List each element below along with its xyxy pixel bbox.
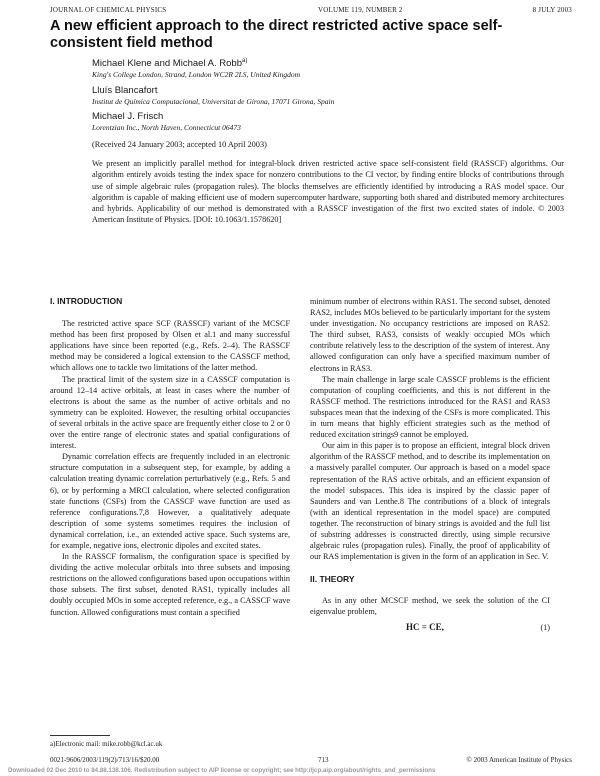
affiliation-3: Lorentzian Inc., North Haven, Connecticut 06473 <box>92 123 241 132</box>
author-group-2: Lluís Blancafort <box>92 85 158 96</box>
download-notice: Downloaded 02 Dec 2010 to 84.88.138.106. Redistribution subject to AIP license or copyright; see http://jcp.aip.org/about/rights_and_permissions <box>8 767 436 774</box>
equation-body: HC = CE, <box>406 621 444 632</box>
affiliation-2: Institut de Química Computacional, Universitat de Girona, 17071 Girona, Spain <box>92 97 335 106</box>
volume-number: VOLUME 119, NUMBER 2 <box>318 6 403 14</box>
footnote: a)Electronic mail: mike.robb@kcl.ac.uk <box>50 740 163 748</box>
right-column <box>310 296 550 638</box>
author-group-3: Michael J. Frisch <box>92 111 164 122</box>
paper-title: A new efficient approach to the direct restricted active space self-consistent field method <box>50 18 503 51</box>
left-column <box>50 296 290 618</box>
theory-paragraph: As in any other MCSCF method, we seek the solution of the CI eigenvalue problem, <box>310 596 550 617</box>
issn-line: 0021-9606/2003/119(2)/713/16/$20.00 <box>50 756 160 764</box>
intro-paragraph: minimum number of electrons within RAS1. The second subset, denoted RAS2, includes MOs believed to be particularly important for the system under investigation. No occupancy restrictions are imposed on RAS2. The third subset, RAS3, consists of weakly occupied MOs which contribute relatively less to the description of the system of interest. Any allowed configuration can only have a specified maximum number of electrons in RAS3. <box>310 297 550 373</box>
intro-paragraph: The restricted active space SCF (RASSCF) variant of the MCSCF method has been first proposed by Olsen et al.1 and many successful applications have since been reported (e.g., Refs. 2–4). The RASSCF method may be considered a logical extension to the CASSCF method, which allows one to tackle two limitations of the latter method. <box>50 319 290 373</box>
affiliation-1: King's College London, Strand, London WC2R 2LS, United Kingdom <box>92 70 301 79</box>
intro-paragraph: The practical limit of the system size in a CASSCF computation is around 12–14 active orbitals, at least in cases where the number of electrons is about the same as the number of active orbitals and no symmetry can be exploited. However, the resulting orbital occupancies of several orbitals in the active space are frequently either close to 2 or 0 over the entire range of electronic states and spatial configurations of interest. <box>50 374 290 451</box>
footnote-rule <box>50 735 110 736</box>
section-heading-introduction: I. INTRODUCTION <box>50 296 123 306</box>
equation-1 <box>310 622 550 638</box>
abstract: We present an implicitly parallel method for integral-block driven restricted active space self-consistent field (RASSCF) algorithms. Our algorithm entirely avoids testing the index space for nonzero contributions to the CI vector, by finding entire blocks of contributions through use of simple algebraic rules (propagation rules). The blocks themselves are efficiently identified by introducing a RAS model space. Our algorithm is capable of making efficient use of modern supercomputer hardware, supporting both shared and distributed memory architectures and hybrids. Applicability of our method is demonstrated with a RASSCF investigation of the first two excited states of indole. © 2003 American Institute of Physics. [DOI: 10.1063/1.1578620] <box>92 159 564 225</box>
page-number: 713 <box>318 756 329 764</box>
section-heading-theory: II. THEORY <box>310 574 355 585</box>
intro-paragraph: In the RASSCF formalism, the configuration space is specified by dividing the active molecular orbitals into three subsets and imposing restrictions on the allowed configurations based upon occupations within those subsets. The first subset, denoted RAS1, typically includes all doubly occupied MOs in some accepted reference, e.g., a CASSCF wave function. Allowed configurations must contain a specified <box>50 552 290 617</box>
equation-number: (1) <box>540 622 550 632</box>
author-group-1: Michael Klene and Michael A. Robb$^{a)}$ <box>92 58 248 70</box>
intro-paragraph: Our aim in this paper is to propose an efficient, integral block driven algorithm of the RASSCF method, and to describe its implementation on a massively parallel computer. Our approach is based on a model space representation of the RAS active orbitals, and an efficient expansion of the model subspaces. This idea is inspired by the classic paper of Saunders and van Lenthe.8 The contributions of a block of integrals (with an identical representation in the model space) are computed together. The reconstruction of binary strings is avoided and the full list of substring addresses is constructed directly, using simple recursive algebraic rules (propagation rules). Finally, the proof of applicability of our RAS implementation is given in the form of an application in Sec. V. <box>310 441 550 562</box>
copyright-line: © 2003 American Institute of Physics <box>466 756 572 764</box>
received-dates: (Received 24 January 2003; accepted 10 April 2003) <box>92 140 267 149</box>
intro-paragraph: The main challenge in large scale CASSCF problems is the efficient computation of coupling coefficients, and this is not different in the RASSCF method. The restrictions introduced for the RAS1 and RAS3 subspaces mean that the indexing of the CSFs is more complicated. This in turn means that highly efficient strategies such as the method of reduced excitation strings9 cannot be employed. <box>310 374 550 440</box>
intro-paragraph: Dynamic correlation effects are frequently included in an electronic structure computation in a subsequent step, for example, by adding a calculation treating dynamic correlation perturbatively (e.g., Refs. 5 and 6), or by performing a MRCI calculation, where selected configuration state functions (CSFs) from the CASSCF wave function are used as reference configurations.7,8 However, a qualitatively adequate description of some systems sometimes requires the inclusion of dynamical correlation, i.e., an extended active space. Such systems are, for example, negative ions, electronic dipoles and excited states. <box>50 452 290 550</box>
journal-name: JOURNAL OF CHEMICAL PHYSICS <box>50 6 167 14</box>
issue-date: 8 JULY 2003 <box>532 6 572 14</box>
